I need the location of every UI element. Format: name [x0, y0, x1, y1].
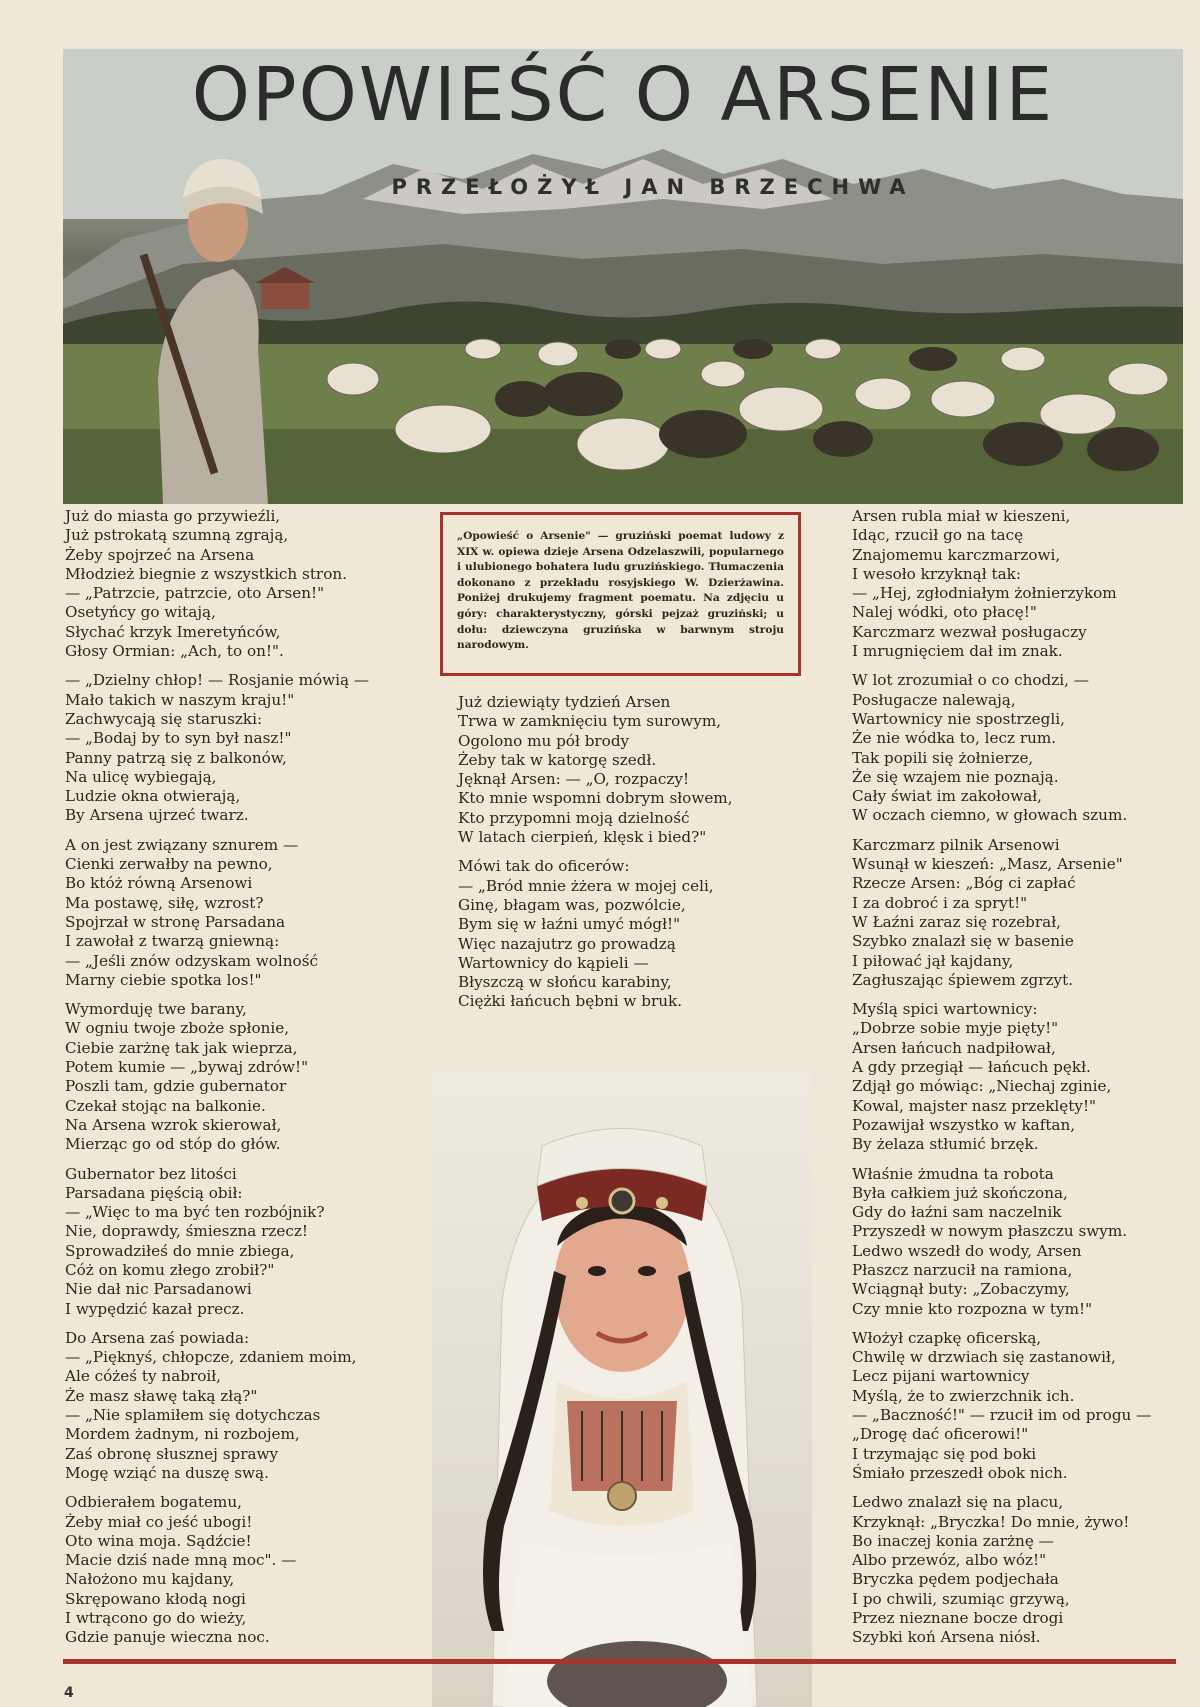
verse-line: Parsadana pięścią obił:	[65, 1183, 243, 1202]
verse-line: Ogolono mu pół brody	[458, 731, 630, 750]
verse-line: A on jest związany sznurem —	[65, 835, 299, 854]
verse-line: Trwa w zamknięciu tym surowym,	[458, 712, 722, 731]
verse-line: Jęknął Arsen: — „O, rozpaczy!	[458, 770, 690, 789]
verse-line: Żeby miał co jeść ubogi!	[65, 1512, 253, 1531]
verse-line: Nie, doprawdy, śmieszna rzecz!	[65, 1222, 308, 1241]
verse-line: Arsen rubla miał w kieszeni,	[852, 507, 1071, 525]
verse-line: Zdjął go mówiąc: „Niechaj zginie,	[852, 1077, 1112, 1096]
verse-line: Zachwycają się staruszki:	[65, 709, 263, 728]
verse-line: Żeby tak w katorgę szedł.	[458, 750, 657, 769]
verse-line: Mówi tak do oficerów:	[458, 857, 630, 876]
verse-line: Pozawijał wszystko w kaftan,	[852, 1115, 1076, 1134]
portrait-illustration	[432, 1071, 812, 1707]
verse-line: — „Więc to ma być ten rozbójnik?	[65, 1203, 325, 1222]
stanza	[65, 1165, 395, 1319]
verse-line: By Arsena ujrzeć twarz.	[65, 806, 249, 825]
verse-line: Gdy do łaźni sam naczelnik	[852, 1203, 1062, 1222]
verse-line: W Łaźni zaraz się rozebrał,	[852, 912, 1061, 931]
verse-line: Myślą spici wartownicy:	[852, 1000, 1038, 1019]
verse-line: Więc nazajutrz go prowadzą	[458, 934, 676, 953]
verse-line: „Drogę dać oficerowi!"	[852, 1425, 1029, 1444]
portrait-photo	[432, 1071, 812, 1707]
verse-line: Włożył czapkę oficerską,	[852, 1328, 1042, 1347]
stanza	[852, 671, 1182, 825]
verse-line: Chwilę w drzwiach się zastanowił,	[852, 1348, 1116, 1367]
stanza	[65, 671, 395, 825]
stanza	[852, 1329, 1182, 1483]
verse-line: Ginę, błagam was, pozwólcie,	[458, 895, 686, 914]
verse-line: Że masz sławę taką złą?"	[65, 1386, 258, 1405]
stanza	[852, 836, 1182, 990]
verse-line: Wartownicy nie spostrzegli,	[852, 709, 1065, 728]
stanza	[65, 1329, 395, 1483]
translator-credit: PRZEŁOŻYŁ JAN BRZECHWA	[391, 175, 915, 199]
verse-line: Że nie wódka to, lecz rum.	[852, 729, 1057, 748]
verse-line: Cienki zerwałby na pewno,	[65, 855, 273, 874]
landscape-photo	[63, 49, 1183, 504]
verse-line: Tak popili się żołnierze,	[852, 748, 1034, 767]
verse-line: Bym się w łaźni umyć mógł!"	[458, 915, 681, 934]
verse-line: Gdzie panuje wieczna noc.	[65, 1628, 270, 1647]
verse-line: Lecz pijani wartownicy	[852, 1367, 1030, 1386]
verse-line: I wtrącono go do wieży,	[65, 1609, 247, 1628]
verse-line: Kowal, majster nasz przeklęty!"	[852, 1096, 1097, 1115]
verse-line: Macie dziś nade mną moc". —	[65, 1551, 297, 1570]
verse-line: Już pstrokatą szumną zgrają,	[65, 526, 289, 545]
verse-line: Kto mnie wspomni dobrym słowem,	[458, 789, 733, 808]
verse-line: I wesoło krzyknął tak:	[852, 564, 1021, 583]
verse-line: Albo przewóz, albo wóz!"	[852, 1551, 1047, 1570]
verse-line: Płaszcz narzucił na ramiona,	[852, 1260, 1073, 1279]
footer-rule	[63, 1659, 1176, 1664]
verse-line: Panny patrzą się z balkonów,	[65, 748, 287, 767]
verse-line: Sprowadziłeś do mnie zbiega,	[65, 1241, 295, 1260]
verse-line: I mrugnięciem dał im znak.	[852, 642, 1063, 661]
verse-line: Karczmarz wezwał posługaczy	[852, 622, 1087, 641]
stanza	[65, 507, 395, 661]
verse-line: Cóż on komu złego zrobił?"	[65, 1260, 275, 1279]
verse-line: „Dobrze sobie myje pięty!"	[852, 1019, 1059, 1038]
verse-line: Rzecze Arsen: „Bóg ci zapłać	[852, 874, 1076, 893]
verse-line: Ludzie okna otwierają,	[65, 787, 241, 806]
verse-line: Śmiało przeszedł obok nich.	[852, 1463, 1068, 1482]
intro-box	[440, 512, 801, 676]
verse-line: A gdy przegiął — łańcuch pękł.	[852, 1058, 1091, 1077]
verse-line: Wciągnął buty: „Zobaczymy,	[852, 1280, 1070, 1299]
verse-line: Wartownicy do kąpieli —	[458, 953, 649, 972]
verse-line: By żelaza stłumić brzęk.	[852, 1135, 1039, 1154]
verse-line: Przyszedł w nowym płaszczu swym.	[852, 1222, 1128, 1241]
verse-line: W lot zrozumiał o co chodzi, —	[852, 671, 1089, 690]
verse-line: Żeby spojrzeć na Arsena	[65, 545, 255, 564]
verse-line: Czekał stojąc na balkonie.	[65, 1096, 266, 1115]
verse-line: Cały świat im zakołował,	[852, 787, 1043, 806]
poem-column-2	[458, 693, 798, 1022]
verse-line: Poszli tam, gdzie gubernator	[65, 1077, 287, 1096]
verse-line: — „Nie splamiłem się dotychczas	[65, 1406, 321, 1425]
verse-line: Skrępowano kłodą nogi	[65, 1589, 246, 1608]
verse-line: — „Patrzcie, patrzcie, oto Arsen!"	[65, 584, 325, 603]
verse-line: I za dobroć i za spryt!"	[852, 893, 1028, 912]
verse-line: Że się wzajem nie poznają.	[852, 767, 1059, 786]
verse-line: Wymorduję twe barany,	[65, 1000, 247, 1019]
verse-line: Karczmarz pilnik Arsenowi	[852, 835, 1060, 854]
verse-line: Znajomemu karczmarzowi,	[852, 545, 1061, 564]
verse-line: Na Arsena wzrok skierował,	[65, 1115, 282, 1134]
verse-line: Ciężki łańcuch bębni w bruk.	[458, 992, 683, 1011]
verse-line: Potem kumie — „bywaj zdrów!"	[65, 1058, 309, 1077]
verse-line: Ciebie zarżnę tak jak wieprza,	[65, 1038, 298, 1057]
verse-line: Odbierałem bogatemu,	[65, 1493, 242, 1512]
verse-line: Błyszczą w słońcu karabiny,	[458, 973, 672, 992]
intro-text: „Opowieść o Arsenie" — gruziński poemat ludowy z XIX w. opiewa dzieje Arsena Odzelaszwili, popularnego i ulubionego bohatera ludu gruzińskiego. Tłumaczenia dokonano z przekładu rosyjskiego W. Dzierżawina. Poniżej drukujemy fragment poematu. Na zdjęciu u góry: charakterystyczny, górski pejzaż gruziński; u dołu: dziewczyna gruzińska w barwnym stroju narodowym.	[457, 530, 784, 652]
verse-line: Słychać krzyk Imeretyńców,	[65, 622, 281, 641]
verse-line: I po chwili, szumiąc grzywą,	[852, 1589, 1070, 1608]
verse-line: Była całkiem już skończona,	[852, 1183, 1068, 1202]
verse-line: — „Baczność!" — rzucił im od progu —	[852, 1406, 1152, 1425]
stanza	[458, 857, 798, 1011]
verse-line: Posługacze nalewają,	[852, 690, 1016, 709]
verse-line: Krzyknął: „Bryczka! Do mnie, żywo!	[852, 1512, 1130, 1531]
poem-column-3	[852, 507, 1182, 1658]
verse-line: Mało takich w naszym kraju!"	[65, 690, 295, 709]
stanza	[458, 693, 798, 847]
verse-line: Już dziewiąty tydzień Arsen	[458, 693, 671, 711]
verse-line: Właśnie żmudna ta robota	[852, 1164, 1054, 1183]
verse-line: Wsunął w kieszeń: „Masz, Arsenie"	[852, 855, 1123, 874]
verse-line: Zagłuszając śpiewem zgrzyt.	[852, 970, 1074, 989]
verse-line: Szybki koń Arsena niósł.	[852, 1628, 1041, 1647]
verse-line: — „Hej, zgłodniałym żołnierzykom	[852, 584, 1117, 603]
stanza	[65, 1000, 395, 1154]
verse-line: Bo inaczej konia zarżnę —	[852, 1531, 1054, 1550]
verse-line: W oczach ciemno, w głowach szum.	[852, 806, 1128, 825]
verse-line: Młodzież biegnie z wszystkich stron.	[65, 564, 347, 583]
stanza	[65, 836, 395, 990]
verse-line: Czy mnie kto rozpozna w tym!"	[852, 1299, 1093, 1318]
verse-line: Nałożono mu kajdany,	[65, 1570, 235, 1589]
verse-line: Myślą, że to zwierzchnik ich.	[852, 1386, 1075, 1405]
verse-line: Zaś obronę słusznej sprawy	[65, 1444, 279, 1463]
stanza	[65, 1493, 395, 1647]
verse-line: Ma postawę, siłę, wzrost?	[65, 893, 264, 912]
verse-line: Gubernator bez litości	[65, 1164, 237, 1183]
stanza	[852, 507, 1182, 661]
verse-line: — „Jeśli znów odzyskam wolność	[65, 951, 319, 970]
verse-line: Spojrzał w stronę Parsadana	[65, 912, 286, 931]
verse-line: Arsen łańcuch nadpiłował,	[852, 1038, 1056, 1057]
verse-line: I trzymając się pod boki	[852, 1444, 1037, 1463]
verse-line: Bryczka pędem podjechała	[852, 1570, 1059, 1589]
poem-column-1	[65, 507, 395, 1658]
verse-line: Na ulicę wybiegają,	[65, 767, 217, 786]
verse-line: — „Bród mnie żżera w mojej celi,	[458, 876, 714, 895]
verse-line: Mierząc go od stóp do głów.	[65, 1135, 281, 1154]
page-number: 4	[64, 1685, 74, 1701]
verse-line: Osetyńcy go witają,	[65, 603, 216, 622]
page-title: OPOWIEŚĆ O ARSENIE	[191, 52, 1055, 138]
verse-line: Już do miasta go przywieźli,	[65, 507, 281, 525]
verse-line: Mordem żadnym, ni rozbojem,	[65, 1425, 300, 1444]
verse-line: Oto wina moja. Sądźcie!	[65, 1531, 252, 1550]
verse-line: — „Pięknyś, chłopcze, zdaniem moim,	[65, 1348, 357, 1367]
verse-line: I piłować jął kajdany,	[852, 951, 1014, 970]
verse-line: Nie dał nic Parsadanowi	[65, 1280, 252, 1299]
verse-line: Ledwo wszedł do wody, Arsen	[852, 1241, 1082, 1260]
verse-line: Szybko znalazł się w basenie	[852, 932, 1074, 951]
verse-line: W ogniu twoje zboże spłonie,	[65, 1019, 290, 1038]
verse-line: Marny ciebie spotka los!"	[65, 970, 262, 989]
verse-line: I zawołał z twarzą gniewną:	[65, 932, 280, 951]
verse-line: I wypędzić kazał precz.	[65, 1299, 245, 1318]
verse-line: Idąc, rzucił go na tacę	[852, 526, 1024, 545]
stanza	[852, 1000, 1182, 1154]
verse-line: Ale cóżeś ty nabroił,	[65, 1367, 221, 1386]
verse-line: Mogę wziąć na duszę swą.	[65, 1463, 269, 1482]
verse-line: W latach cierpień, klęsk i bied?"	[458, 828, 707, 847]
verse-line: Głosy Ormian: „Ach, to on!".	[65, 642, 284, 661]
verse-line: Nalej wódki, oto płacę!"	[852, 603, 1037, 622]
verse-line: — „Dzielny chłop! — Rosjanie mówią —	[65, 671, 370, 690]
verse-line: Ledwo znalazł się na placu,	[852, 1493, 1064, 1512]
verse-line: Bo któż równą Arsenowi	[65, 874, 253, 893]
verse-line: Kto przypomni moją dzielność	[458, 808, 690, 827]
verse-line: — „Bodaj by to syn był nasz!"	[65, 729, 292, 748]
verse-line: Do Arsena zaś powiada:	[65, 1328, 250, 1347]
stanza	[852, 1493, 1182, 1647]
stanza	[852, 1165, 1182, 1319]
verse-line: Przez nieznane bocze drogi	[852, 1609, 1064, 1628]
